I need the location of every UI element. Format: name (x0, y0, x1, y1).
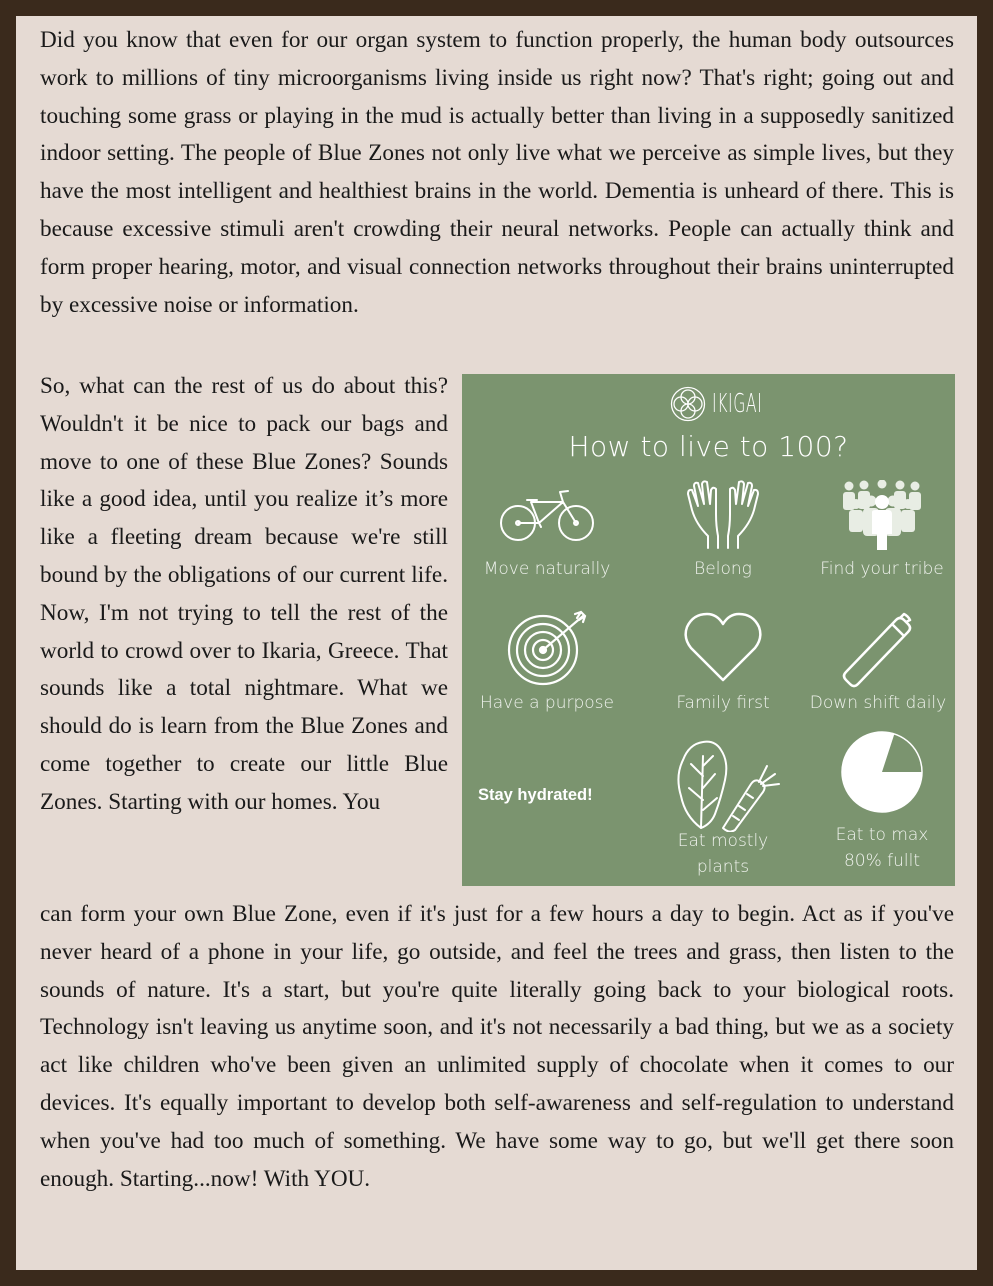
ikigai-logo (462, 386, 955, 422)
item-belong (648, 480, 798, 582)
item-label: Find your tribe (820, 559, 944, 579)
item-label: Family first (676, 693, 770, 713)
item-label: Belong (694, 559, 752, 579)
ikigai-infographic (462, 374, 955, 886)
pie-80-percent-icon (840, 730, 924, 814)
item-eat-mostly-plants (648, 736, 798, 880)
cigarette-icon (838, 610, 918, 688)
article-paragraph-3: can form your own Blue Zone, even if it's just for a few hours a day to begin. Act as if you've never heard of a phone in your life, go outside, and feel the trees and grass, then listen to the sounds of nature. It's a start, but you're quite literally going back to your biological roots. Technology isn't leaving us anytime soon, and it's not necessarily a bad thing, but we as a society act like children who've been given an unlimited supply of chocolate when it comes to our devices. It's equally important to develop both self-awareness and self-regulation to understand when you've had too much of something. We have some way to go, but we'll get there soon enough. Starting...now! With YOU. (40, 901, 954, 1192)
ikigai-flower-icon (670, 386, 706, 422)
vegetables-icon (663, 736, 783, 832)
item-label-line-1: Eat to max (835, 825, 929, 845)
item-move-naturally (472, 480, 622, 582)
article-paragraph-2: So, what can the rest of us do about this? Wouldn't it be nice to pack our bags and move to one of these Blue Zones? Sounds like a good idea, until you realize it’s more like a fleeting dream because we're still bound by the obligations of our current life. Now, I'm not trying to tell the rest of the world to crowd over to Ikaria, Greece. That sounds like a total nightmare. What we should do is learn from the Blue Zones and come together to create our little Blue Zones. Starting with our homes. You (40, 373, 448, 815)
item-down-shift-daily (802, 610, 954, 716)
stay-hydrated-label: Stay hydrated! (478, 786, 593, 804)
people-group-icon (840, 480, 924, 550)
item-find-your-tribe (807, 480, 957, 582)
bicycle-icon (497, 480, 597, 546)
item-eat-to-max-80 (807, 730, 957, 874)
infographic-title: How to live to 100? (568, 430, 849, 463)
logo-text: IKIGAI (711, 389, 762, 419)
item-label-line-1: Eat mostly (677, 831, 769, 851)
target-icon (497, 610, 597, 686)
item-label-line-2: 80% fullt (843, 851, 921, 871)
heart-icon (681, 610, 765, 686)
item-label: Have a purpose (479, 693, 614, 713)
item-have-a-purpose (472, 610, 622, 716)
item-label: Down shift daily (809, 693, 947, 713)
open-hands-icon (678, 480, 768, 550)
item-label-line-2: plants (696, 857, 750, 877)
article-paragraph-1: Did you know that even for our organ system to function properly, the human body outsources work to millions of tiny microorganisms living inside us right now? That's right; going out and touching some grass or playing in the mud is actually better than living in a supposedly sanitized indoor setting. The people of Blue Zones not only live what we perceive as simple lives, but they have the most intelligent and healthiest brains in the world. Dementia is unheard of there. This is because excessive stimuli aren't crowding their neural networks. People can actually think and form proper hearing, motor, and visual connection networks throughout their brains uninterrupted by excessive noise or information. (40, 27, 954, 318)
item-family-first (648, 610, 798, 716)
item-label: Move naturally (483, 559, 611, 579)
page (16, 16, 977, 1270)
